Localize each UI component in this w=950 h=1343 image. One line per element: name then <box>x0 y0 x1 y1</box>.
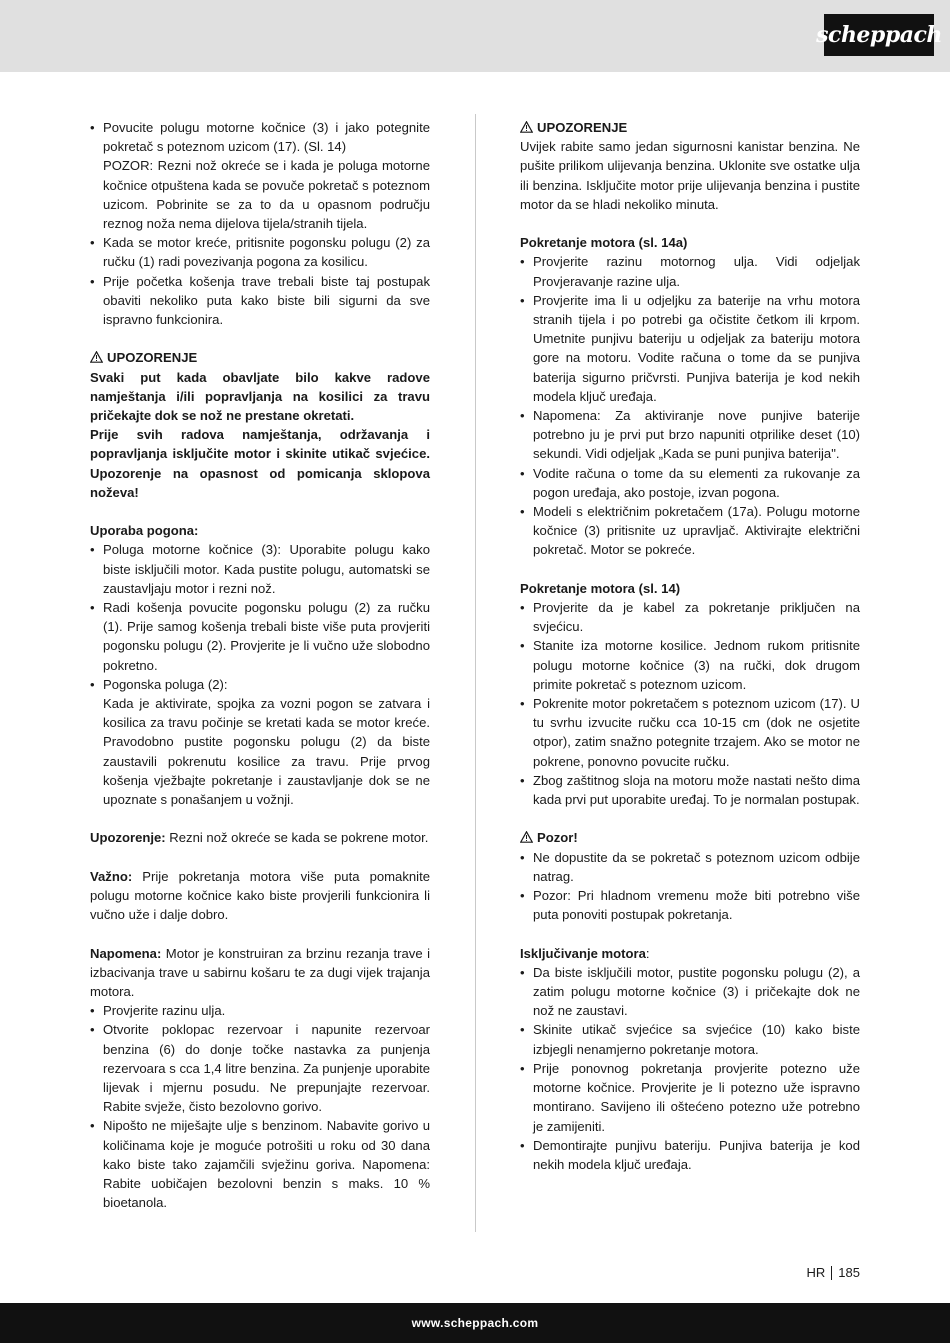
brand-logo-text: scheppach <box>816 22 942 48</box>
intro-list <box>90 118 430 329</box>
list-item: • Prije početka košenja trave trebali biste taj postupak obaviti nekoliko puta kako biste bili sigurni da sve ispravno funkcionira. <box>90 272 430 330</box>
section-title: Pokretanje motora (sl. 14a) <box>520 235 688 251</box>
list-item: • Provjerite razinu ulja. <box>90 1001 430 1020</box>
warning-text: Prije svih radova namještanja, održavanja i popravljanja isključite motor i skinite utikač svjećice. Upozorenje na opasnost od pomicanja sklopova noževa! <box>90 427 430 500</box>
list-item: • Modeli s električnim pokretačem (17a). Polugu motorne kočnice (3) pritisnite uz upravljač. Aktivirajte električni pokretač. Motor se pokreće. <box>520 502 860 560</box>
list-item: • Demontirajte punjivu bateriju. Punjiva baterija je kod nekih modela ključ uređaja. <box>520 1136 860 1174</box>
list-item: • Skinite utikač svjećice sa svjećice (10) kako biste izbjegli nenamjerno pokretanje motora. <box>520 1020 860 1058</box>
left-column <box>90 118 430 1213</box>
warning-text: Uvijek rabite samo jedan sigurnosni kanistar benzina. Ne pušite prilikom ulijevanja benzina. Uklonite sve ostatke ulja ili benzina. Isključite motor prije ulijevanja benzina i pustite motor da se hladi nekoliko minuta. <box>520 139 860 212</box>
list-item: • Otvorite poklopac rezervoar i napunite rezervoar benzina (6) do donje točke nastavka za punjenja rezervoara s cca 1,4 litre benzina. Za punjenje uporabite lijevak i mjernu posudu. Ne prepunjajte rezervoar. Rabite svježe, čisto bezolovno gorivo. <box>90 1020 430 1116</box>
usage-list <box>90 540 430 809</box>
header-bar <box>0 0 950 72</box>
important-paragraph: Važno: Prije pokretanja motora više puta pomaknite polugu motorne kočnice kako biste provjerili funkcionira li vučno uže i dalje dobro. <box>90 868 430 923</box>
warning-triangle-icon <box>90 351 103 363</box>
list-item: • Ne dopustite da se pokretač s poteznom uzicom odbije natrag. <box>520 848 860 886</box>
list-item: • Povucite polugu motorne kočnice (3) i jako potegnite pokretač s poteznom uzicom (17). (Sl. 14) POZOR: Rezni nož okreće se i kada je poluga motorne kočnice otpuštena kada se povuče pokretač s poteznom uzicom. Pobrinite se za to da u opasnom području reznog noža nema dijelova tijela/stranih tijela. <box>90 118 430 233</box>
list-item: • Stanite iza motorne kosilice. Jednom rukom pritisnite polugu motorne kočnice (3) na ručki, dok drugom primite pokretač s poteznom uzicom. <box>520 636 860 694</box>
list-item: • Pogonska poluga (2): Kada je aktivirate, spojka za vozni pogon se zatvara i kosilica za travu počinje se kretati kada se motor kreće. Pravodobno pustite pogonsku polugu (2) da biste zaustavili pokrenutu kosilice za travu. Prije prvog košenja vježbajte pokretanje i zaustavljanje dok se ne upoznate s ponašanjem u vožnji. <box>90 675 430 809</box>
attention-list <box>520 848 860 925</box>
warning-heading: UPOZORENJE <box>90 348 430 367</box>
list-item: • Nipošto ne miješajte ulje s benzinom. Nabavite gorivo u količinama koje je moguće potrošiti u roku od 30 dana kako biste tako zajamčili svježinu goriva. Napomena: Rabite uobičajen bezolovni benzin s maks. 10 % bioetanola. <box>90 1116 430 1212</box>
start14a-list <box>520 252 860 559</box>
list-item: • Zbog zaštitnog sloja na motoru može nastati nešto dima kada prvi put uporabite uređaj. To je normalan postupak. <box>520 771 860 809</box>
list-item: • Pokrenite motor pokretačem s poteznom uzicom (17). U tu svrhu izvucite ručku cca 10-15 cm (dok ne osjetite otpor), zatim snažno potegnite trzajem. Ako se motor ne pokrene, ponovno povucite ručku. <box>520 694 860 771</box>
list-item: • Provjerite da je kabel za pokretanje priključen na svjećicu. <box>520 598 860 636</box>
column-divider <box>475 114 476 1232</box>
right-column <box>520 118 860 1174</box>
caution-paragraph: Upozorenje: Rezni nož okreće se kada se pokrene motor. <box>90 830 429 846</box>
warning-text: Svaki put kada obavljate bilo kakve radove namještanja i/ili popravljanja na kosilici za travu pričekajte dok se nož ne prestane okretati. <box>90 369 430 424</box>
footer-url: www.scheppach.com <box>411 1316 539 1330</box>
section-title: Uporaba pogona: <box>90 523 199 539</box>
warning-triangle-icon <box>520 121 533 133</box>
section-title: Pokretanje motora (sl. 14) <box>520 580 681 596</box>
attention-heading: Pozor! <box>520 828 860 847</box>
list-item: • Kada se motor kreće, pritisnite pogonsku polugu (2) za ručku (1) radi povezivanja pogona za kosilicu. <box>90 233 430 271</box>
list-item: • Prije ponovnog pokretanja provjerite potezno uže motorne kočnice. Provjerite je li potezno uže ispravno montirano. Savijeno ili oštećeno potezno uže potrebno je zamijeniti. <box>520 1059 860 1136</box>
list-item: • Poluga motorne kočnice (3): Uporabite polugu kako biste isključili motor. Kada pustite polugu, automatski se zaustavljaju motor i rezni nož. <box>90 540 430 598</box>
section-title: Isključivanje motora: <box>520 945 650 961</box>
list-item: • Da biste isključili motor, pustite pogonsku polugu (2), a zatim polugu motorne kočnice (3) i pričekajte dok ne nož ne zaustavi. <box>520 963 860 1021</box>
note-list <box>90 1001 430 1212</box>
list-item: • Radi košenja povucite pogonsku polugu (2) za ručku (1). Prije samog košenja trebali biste više puta provjeriti pogonsku polugu (2). Provjerite je li vučno uže slobodno pokretno. <box>90 598 430 675</box>
warning-triangle-icon <box>520 831 533 843</box>
list-item: • Pozor: Pri hladnom vremenu može biti potrebno više puta ponoviti postupak pokretanja. <box>520 886 860 924</box>
list-item: • Napomena: Za aktiviranje nove punjive baterije potrebno ju je prvi put brzo napuniti otprilike deset (10) sekundi. Vidi odjeljak „Kada se puni punjiva baterija". <box>520 406 860 464</box>
list-item: • Vodite računa o tome da su elementi za rukovanje za pogon uređaja, ako postoje, izvan pogona. <box>520 464 860 502</box>
start14-list <box>520 598 860 809</box>
brand-logo <box>816 14 942 56</box>
page-number-value: 185 <box>838 1265 860 1280</box>
page-number-separator <box>831 1266 832 1280</box>
note-paragraph: Napomena: Motor je konstruiran za brzinu rezanja trave i izbacivanja trave u sabirnu košaru te za dugi vijek trajanja motora. <box>90 945 430 1000</box>
footer-bar <box>0 1303 950 1343</box>
language-code: HR <box>806 1265 826 1280</box>
page-number <box>807 1265 860 1280</box>
warning-heading: UPOZORENJE <box>520 118 860 137</box>
list-item: • Provjerite razinu motornog ulja. Vidi odjeljak Provjeravanje razine ulja. <box>520 252 860 290</box>
list-item: • Provjerite ima li u odjeljku za baterije na vrhu motora stranih tijela i po potrebi ga očistite četkom ili krpom. Umetnite punjivu bateriju u odjeljak za bateriju motora gore na motoru. Vodite računa o tome da se punjiva baterija sigurno pričvrsti. Punjiva baterija je kod nekih modela ključ uređaja. <box>520 291 860 406</box>
shutdown-list <box>520 963 860 1174</box>
